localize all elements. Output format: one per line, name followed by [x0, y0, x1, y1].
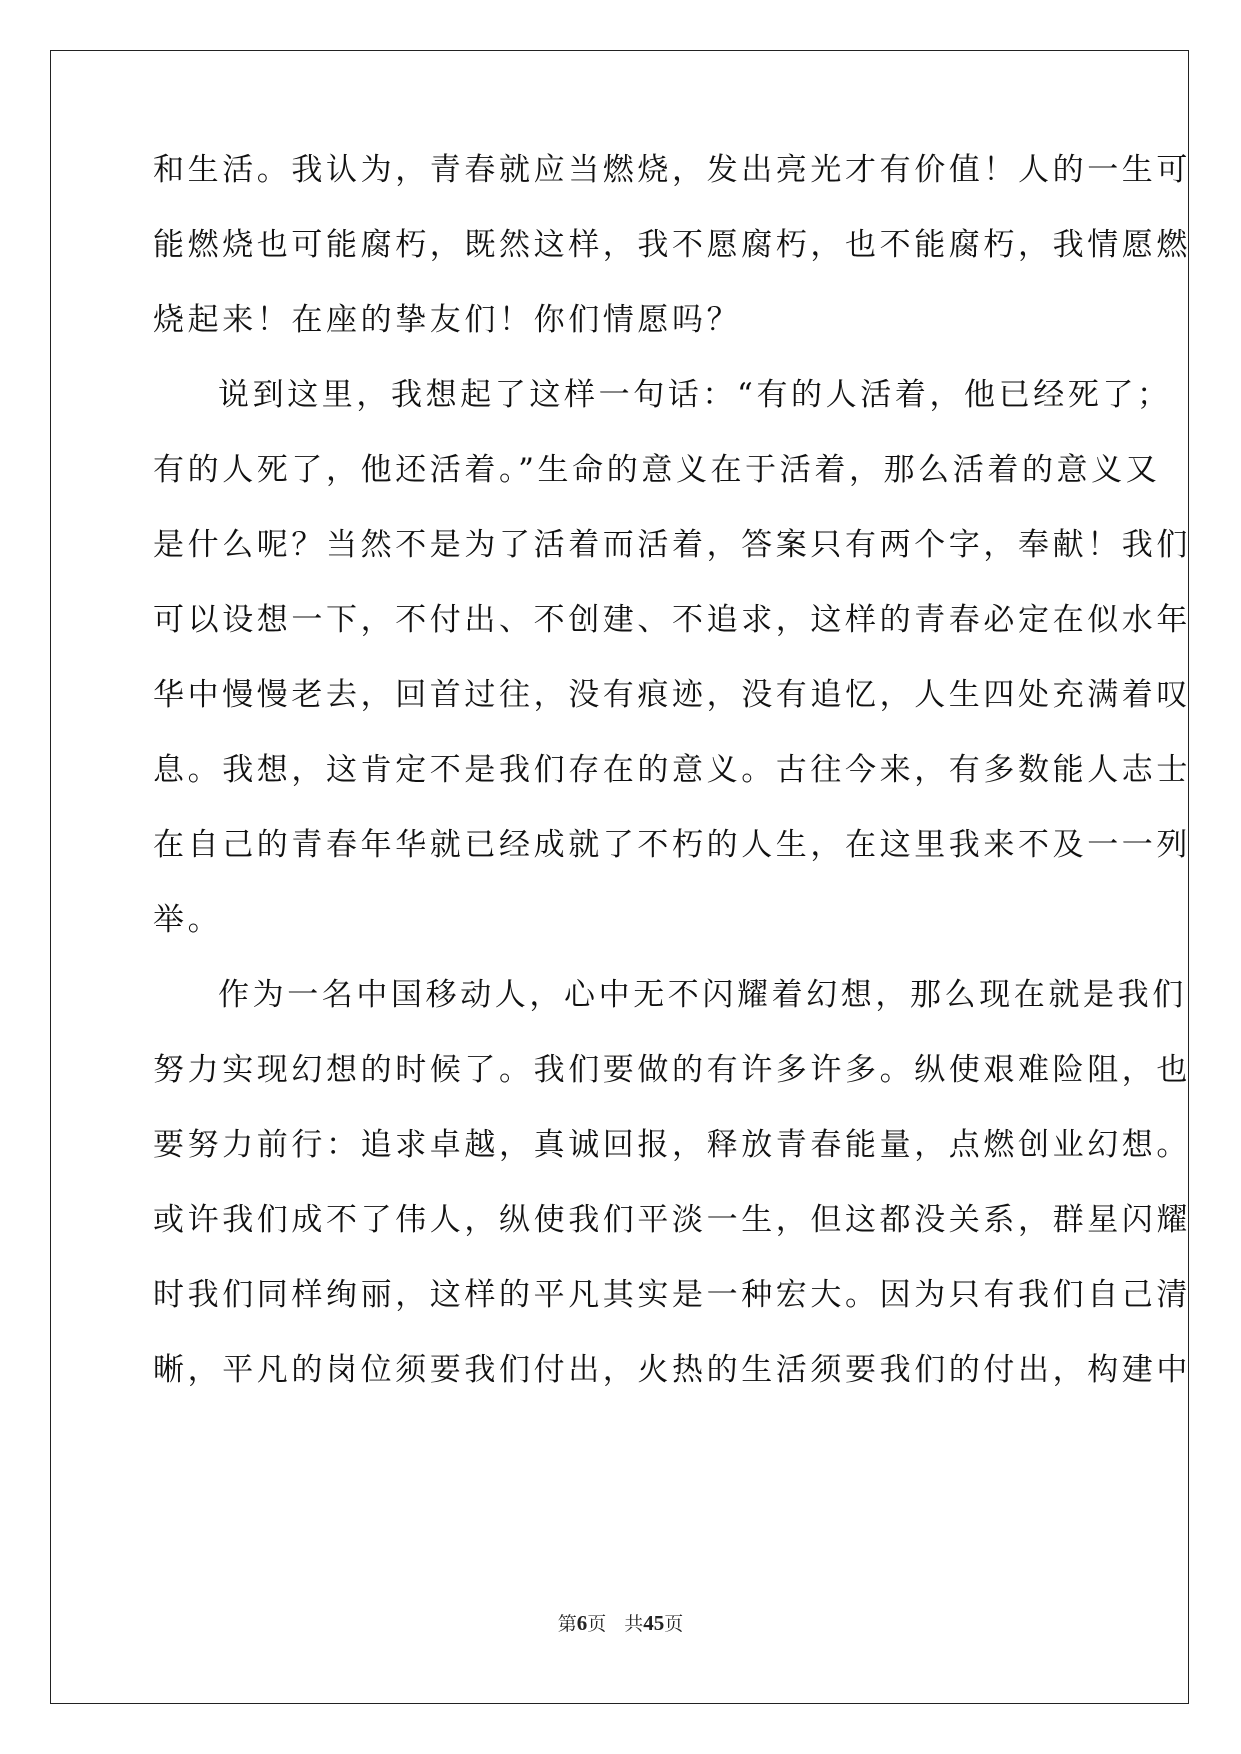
- text-line: 华中慢慢老去，回首过往，没有痕迹，没有追忆，人生四处充满着叹: [153, 677, 1191, 713]
- text-line: 能燃烧也可能腐朽，既然这样，我不愿腐朽，也不能腐朽，我情愿燃: [153, 227, 1191, 263]
- text-line: 是什么呢？当然不是为了活着而活着，答案只有两个字，奉献！我们: [153, 527, 1191, 563]
- page-total: 45: [643, 1611, 665, 1635]
- text-line: 和生活。我认为，青春就应当燃烧，发出亮光才有价值！人的一生可: [153, 152, 1191, 188]
- text-line: 要努力前行：追求卓越，真诚回报，释放青春能量，点燃创业幻想。: [153, 1127, 1191, 1163]
- page-suffix: 页: [587, 1613, 607, 1635]
- text-line: 举。: [153, 902, 223, 938]
- page-border: [50, 50, 1189, 1704]
- text-line: 息。我想，这肯定不是我们存在的意义。古往今来，有多数能人志士: [153, 752, 1191, 788]
- text-line: 在自己的青春年华就已经成就了不朽的人生，在这里我来不及一一列: [153, 827, 1191, 863]
- text-line: 时我们同样绚丽，这样的平凡其实是一种宏大。因为只有我们自己清: [153, 1277, 1191, 1313]
- text-line: 可以设想一下，不付出、不创建、不追求，这样的青春必定在似水年: [153, 602, 1191, 638]
- text-line: 努力实现幻想的时候了。我们要做的有许多许多。纵使艰难险阻，也: [153, 1052, 1191, 1088]
- page-prefix: 第: [557, 1613, 577, 1635]
- text-line: 晰，平凡的岗位须要我们付出，火热的生活须要我们的付出，构建中: [153, 1352, 1191, 1388]
- total-suffix: 页: [664, 1613, 684, 1635]
- total-prefix: 共: [624, 1613, 644, 1635]
- text-line: 有的人死了，他还活着。”生命的意义在于活着，那么活着的意义又: [153, 452, 1161, 488]
- text-line: 说到这里，我想起了这样一句话：“有的人活着，他已经死了；: [218, 377, 1172, 413]
- text-line: 烧起来！在座的挚友们！你们情愿吗？: [153, 302, 742, 338]
- page-current: 6: [576, 1611, 588, 1635]
- text-line: 作为一名中国移动人，心中无不闪耀着幻想，那么现在就是我们: [218, 977, 1187, 1013]
- page-footer: [0, 1611, 1241, 1636]
- text-line: 或许我们成不了伟人，纵使我们平淡一生，但这都没关系，群星闪耀: [153, 1202, 1191, 1238]
